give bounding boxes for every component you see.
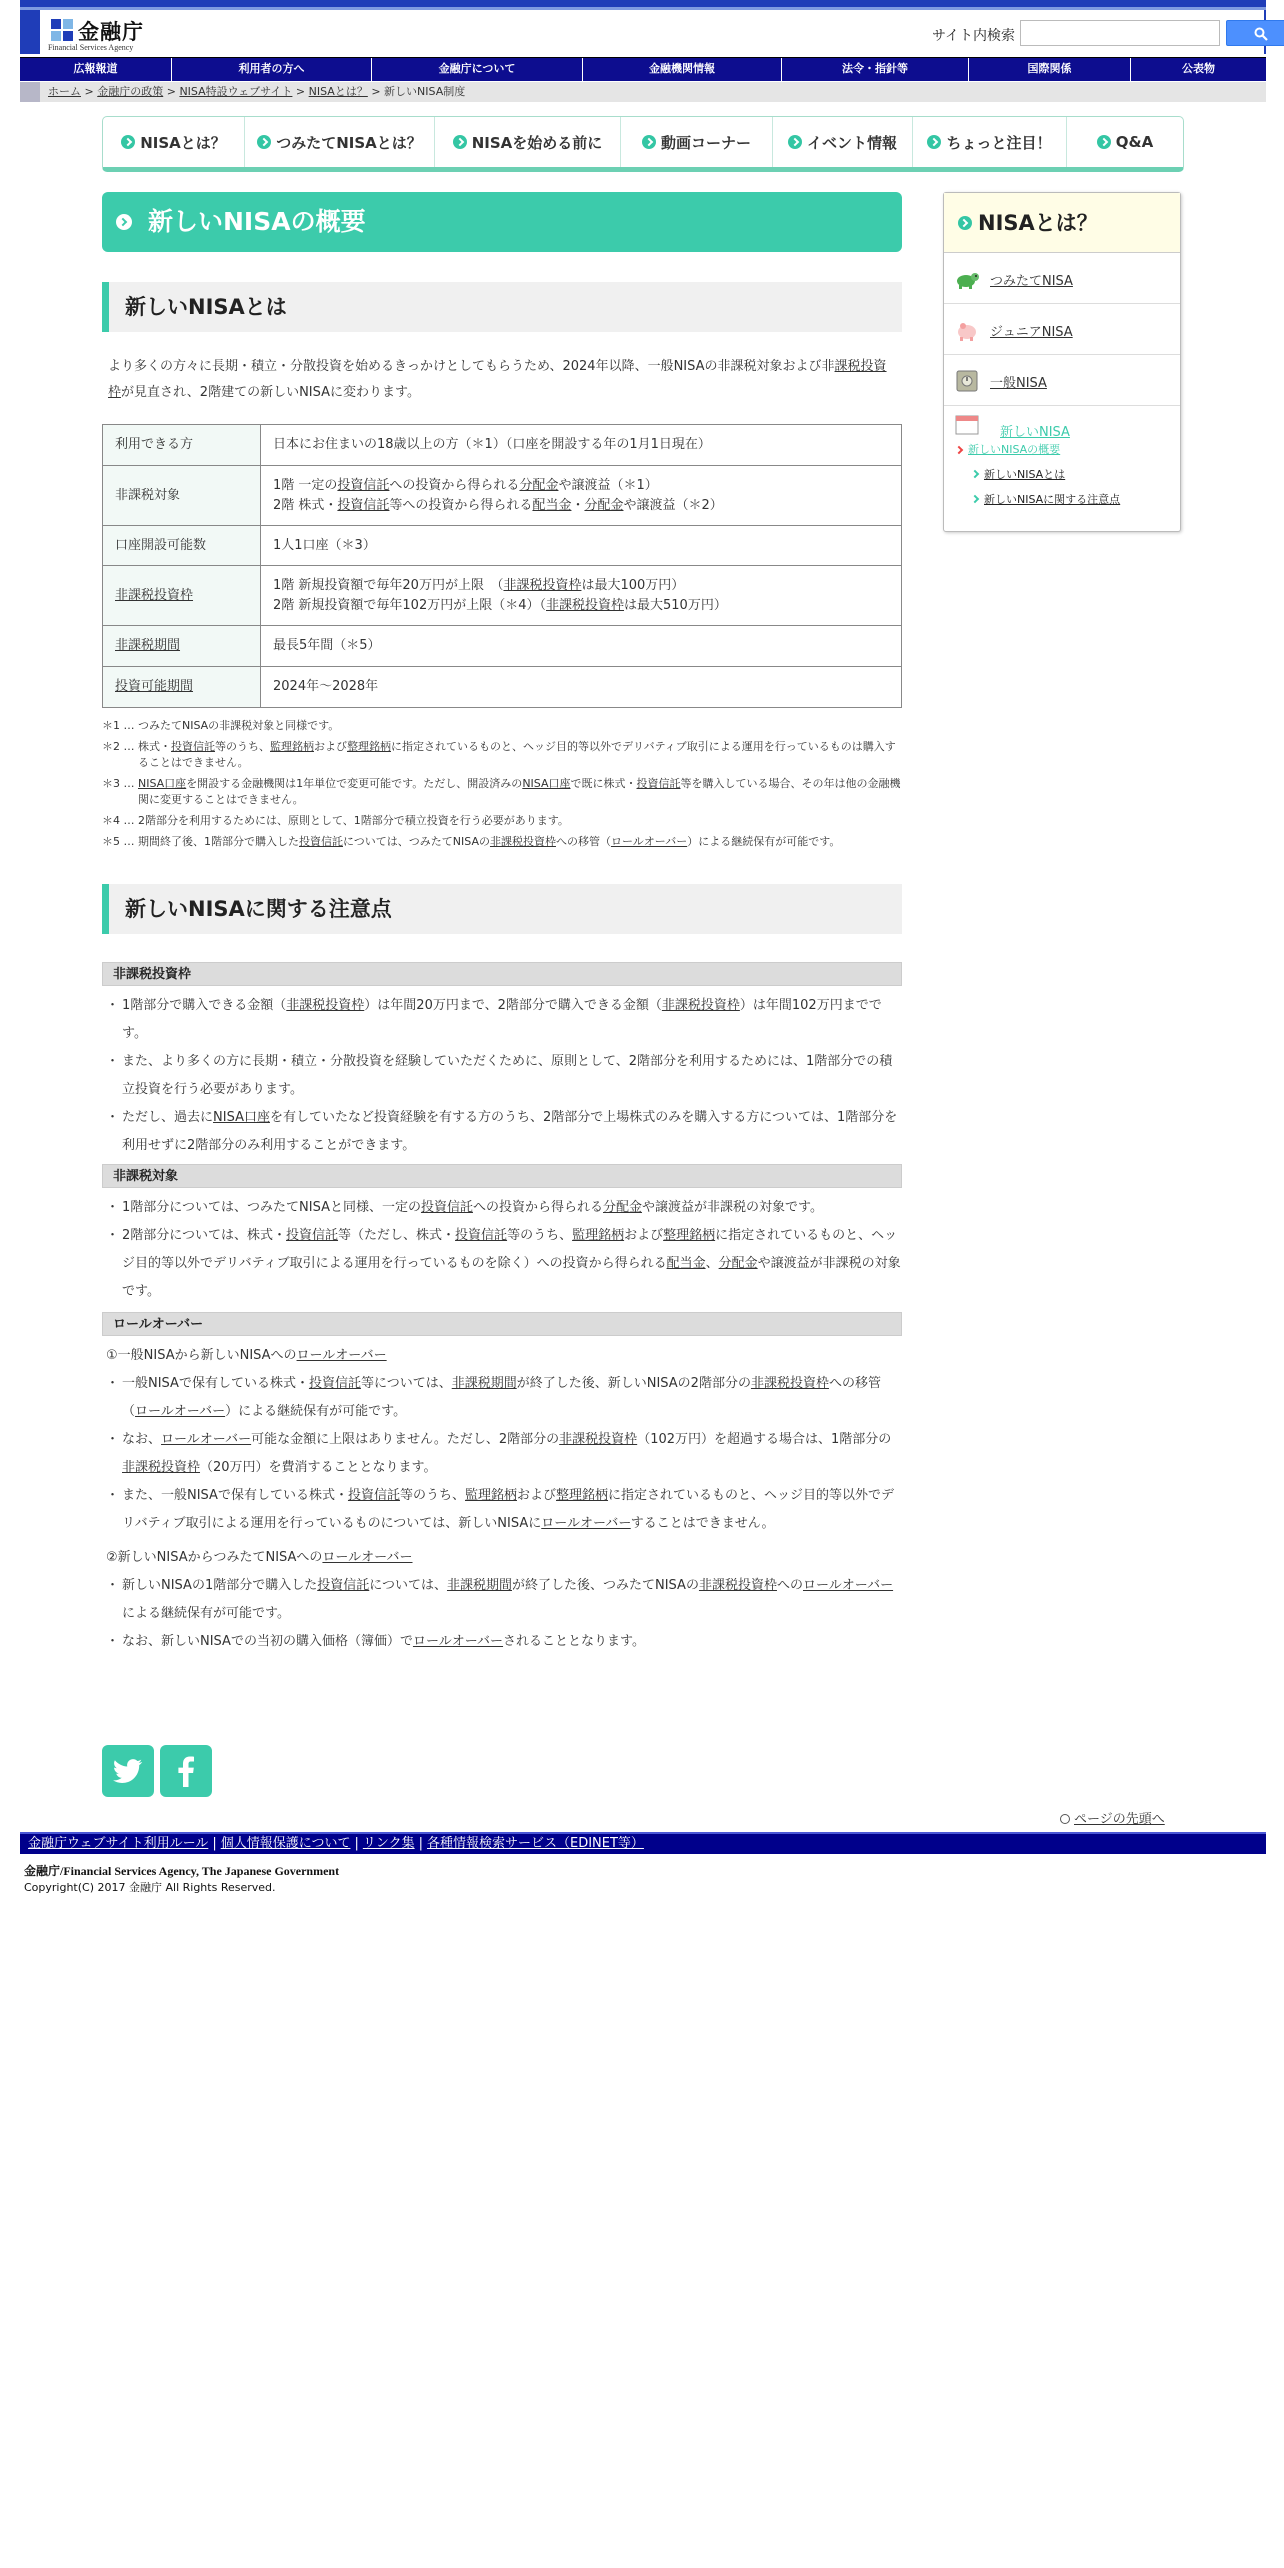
glossary-link[interactable]: 配当金 xyxy=(532,497,572,513)
nisa-summary-table xyxy=(102,424,902,708)
chevron-circle-icon xyxy=(958,216,972,230)
row-value: 1人1口座（＊3） xyxy=(261,526,902,566)
bullet-item xyxy=(102,1572,902,1628)
twitter-share-button[interactable] xyxy=(102,1745,154,1797)
tab-events[interactable] xyxy=(773,117,913,167)
page-title xyxy=(102,192,902,252)
page-top-label: ページの先頭へ xyxy=(1074,1812,1165,1827)
note-item xyxy=(102,813,902,829)
bullet-item: ・ また、より多くの方に長期・積立・分散投資を経験していただくために、原則として、2階部分を利用するためには、1階部分での積立投資を行う必要があります。 xyxy=(102,1048,902,1104)
glossary-link[interactable]: ロールオーバー xyxy=(802,1578,894,1593)
bullet-item xyxy=(102,1104,902,1160)
tab-label: 動画コーナー xyxy=(660,133,751,152)
glossary-link[interactable]: ロールオーバー xyxy=(135,1404,226,1419)
glossary-link[interactable]: ロールオーバー xyxy=(412,1634,504,1649)
text: つみたてNISAの非課税対象と同様です。 xyxy=(138,719,340,732)
chevron-circle-icon xyxy=(642,135,656,149)
logo-subtitle: Financial Services Agency xyxy=(48,43,134,52)
site-search-input[interactable] xyxy=(1020,20,1220,46)
sidebar-item-label: 一般NISA xyxy=(990,376,1047,391)
text: 1階 新規投資額で毎年20万円が上限 （ xyxy=(273,577,504,593)
piggy-bank-icon xyxy=(954,317,980,343)
sidebar-item-new-nisa[interactable] xyxy=(954,414,1180,440)
glossary-link[interactable]: 投資信託 xyxy=(299,835,343,848)
tab-qa[interactable] xyxy=(1067,117,1183,167)
row-value xyxy=(261,566,902,626)
glossary-link[interactable]: 分配金 xyxy=(603,1200,643,1215)
text: また、一般NISAで保有している株式・ xyxy=(122,1488,348,1503)
breadcrumb-link[interactable]: NISA特設ウェブサイト xyxy=(179,85,293,98)
glossary-link[interactable]: 投資信託 xyxy=(286,1228,339,1243)
tab-label: つみたてNISAとは？ xyxy=(276,133,422,152)
sidebar-item-label: ジュニアNISA xyxy=(990,325,1073,340)
row-header xyxy=(103,626,261,667)
bullet-item xyxy=(102,1194,902,1222)
text: なお、新しいNISAでの当初の購入価格（簿価）で xyxy=(122,1634,413,1649)
tab-highlights[interactable] xyxy=(913,117,1067,167)
text: に指定されているものと、ヘッジ目的等以外でデリバティブ取引による運用を行っているものは購入することはできません。 xyxy=(138,740,896,769)
sidebar-subitem-notes[interactable]: 新しいNISAに関する注意点 xyxy=(954,487,1180,512)
chevron-circle-icon xyxy=(1097,135,1111,149)
sidebar-title-text: NISAとは？ xyxy=(978,211,1098,235)
glossary-link[interactable]: 分配金 xyxy=(584,497,624,513)
table-notes xyxy=(102,718,902,850)
subsection-heading: 非課税投資枠 xyxy=(102,962,902,986)
chevron-circle-icon xyxy=(116,214,132,230)
text: 2階 新規投資額で毎年102万円が上限（＊4）（ xyxy=(273,597,546,613)
sidebar-item-junior[interactable] xyxy=(944,304,1180,355)
breadcrumb-sep: > xyxy=(292,85,309,98)
text: については、つみたてNISAの xyxy=(343,835,490,848)
bullet-item xyxy=(102,1426,902,1482)
text: 等への投資から得られる xyxy=(389,497,533,513)
glossary-link[interactable]: 非課税投資枠 xyxy=(286,998,365,1013)
text: および xyxy=(517,1488,557,1503)
chevron-circle-icon xyxy=(453,135,467,149)
bullet-item xyxy=(102,992,902,1048)
text: より多くの方々に長期・積立・分散投資を始めるきっかけとしてもらうため、2024年以降、一般NISAの非課税対象および非 xyxy=(108,359,835,374)
main-content xyxy=(102,192,902,1656)
text: を開設する金融機関は1年単位で変更可能です。ただし、開設済みの xyxy=(186,777,523,790)
row-header: 非課税対象 xyxy=(103,466,261,526)
text: ①一般NISAから新しいNISAへの xyxy=(106,1348,297,1363)
logo-name: 金融庁 xyxy=(78,20,144,44)
bullet-item xyxy=(102,1482,902,1538)
glossary-link[interactable]: 投資信託 xyxy=(171,740,215,753)
footer-sep: | xyxy=(418,1836,423,1851)
text: ）による継続保有が可能です。 xyxy=(225,1404,407,1419)
text: 1階部分で購入できる金額（ xyxy=(122,998,287,1013)
text: については、 xyxy=(369,1578,447,1593)
glossary-link[interactable]: 非課税期間 xyxy=(451,1376,517,1391)
text: による継続保有が可能です。 xyxy=(122,1606,290,1621)
row-line xyxy=(273,576,889,596)
intro-text xyxy=(102,354,902,406)
text: 2階部分については、株式・ xyxy=(122,1228,287,1243)
tab-nisa-about[interactable] xyxy=(103,117,245,167)
sidebar-title xyxy=(944,193,1180,253)
bullet-item xyxy=(102,1628,902,1656)
safe-icon xyxy=(954,368,980,394)
nisa-tab-nav xyxy=(102,116,1184,172)
text: が終了した後、新しいNISAの2階部分の xyxy=(516,1376,751,1391)
text: および xyxy=(314,740,347,753)
page-title-text: 新しいNISAの概要 xyxy=(148,207,366,236)
text: 、 xyxy=(705,1256,719,1271)
breadcrumb-trail xyxy=(48,82,465,102)
note-number: ＊5 … xyxy=(102,835,135,848)
row-header: 口座開設可能数 xyxy=(103,526,261,566)
text: 2階 株式・ xyxy=(273,497,338,513)
facebook-share-button[interactable] xyxy=(160,1745,212,1797)
footer-org: 金融庁/Financial Services Agency, The Japanese Government xyxy=(24,1864,340,1878)
tab-label: Q&A xyxy=(1115,133,1154,151)
glossary-link[interactable]: 分配金 xyxy=(718,1256,758,1271)
table-row xyxy=(103,667,902,708)
text: （102万円）を超過する場合は、1階部分の xyxy=(637,1432,892,1447)
header-top-bar xyxy=(20,0,1266,10)
glossary-link[interactable]: 投資信託 xyxy=(317,1578,370,1593)
text: 1階部分については、つみたてNISAと同様、一定の xyxy=(122,1200,421,1215)
glossary-link[interactable]: NISA口座 xyxy=(213,1110,270,1125)
text: （20万円）を費消することとなります。 xyxy=(200,1460,437,1475)
glossary-link[interactable]: 整理銘柄 xyxy=(556,1488,609,1503)
text: 一般NISAで保有している株式・ xyxy=(122,1376,309,1391)
tab-label: NISAとは？ xyxy=(140,133,226,152)
rollover-heading xyxy=(102,1342,902,1370)
note-number: ＊2 … xyxy=(102,740,135,753)
search-icon xyxy=(1254,27,1268,41)
table-row xyxy=(103,626,902,667)
text: 株式・ xyxy=(138,740,171,753)
site-search-label: サイト内検索 xyxy=(932,28,1016,44)
row-header: 利用できる方 xyxy=(103,425,261,466)
bullet-item xyxy=(102,1370,902,1426)
subsection-heading: ロールオーバー xyxy=(102,1312,902,1336)
note-item xyxy=(102,776,902,808)
gnav-item[interactable]: 広報報道 xyxy=(20,58,172,81)
arrow-up-icon xyxy=(1060,1814,1070,1824)
text: への xyxy=(776,1578,803,1593)
glossary-link[interactable]: 非課税投資枠 xyxy=(546,597,625,613)
text: が終了した後、つみたてNISAの xyxy=(512,1578,699,1593)
breadcrumb-link[interactable]: NISAとは？ xyxy=(308,85,368,98)
glossary-link[interactable]: ロールオーバー xyxy=(541,1516,631,1531)
text: ）は年間20万円まで、2階部分で購入できる金額（ xyxy=(364,998,662,1013)
glossary-link[interactable]: 投資信託 xyxy=(636,777,681,790)
text: や譲渡益が非課税の対象です。 xyxy=(122,1256,901,1299)
glossary-link[interactable]: 非課税期間 xyxy=(115,638,181,653)
sidebar-subitem-about[interactable]: 新しいNISAとは xyxy=(954,462,1180,487)
glossary-link[interactable]: 投資信託 xyxy=(337,477,390,493)
text: や譲渡益（＊2） xyxy=(623,497,723,513)
fsa-logo[interactable] xyxy=(46,14,166,52)
text: は最大100万円） xyxy=(581,577,685,593)
text: や譲渡益が非課税の対象です。 xyxy=(642,1200,823,1215)
gnav-item[interactable]: 金融機関情報 xyxy=(583,58,782,81)
glossary-link[interactable]: 非課税投資枠 xyxy=(503,577,582,593)
text: 等のうち、 xyxy=(507,1228,573,1243)
breadcrumb-link[interactable]: 金融庁の政策 xyxy=(97,85,164,98)
breadcrumb-sep: > xyxy=(163,85,180,98)
gnav-item[interactable]: 金融庁について xyxy=(372,58,583,81)
footer-link[interactable]: 各種情報検索サービス（EDINET等） xyxy=(426,1836,644,1851)
glossary-link[interactable]: 分配金 xyxy=(519,477,559,493)
glossary-link[interactable]: 監理銘柄 xyxy=(572,1228,625,1243)
text: 等のうち、 xyxy=(215,740,270,753)
glossary-link[interactable]: 非課税投資枠 xyxy=(559,1432,638,1447)
text: 等のうち、 xyxy=(399,1488,465,1503)
text: 等を購入している場合、その年は他の金融機関に変更することはできません。 xyxy=(138,777,901,806)
row-value: 日本にお住まいの18歳以上の方（＊1）（口座を開設する年の1月1日現在） xyxy=(261,425,902,466)
glossary-link[interactable]: 投資信託 xyxy=(308,1376,361,1391)
glossary-link[interactable]: 整理銘柄 xyxy=(663,1228,716,1243)
page-top-link[interactable] xyxy=(1060,1808,1165,1827)
text: ただし、過去に xyxy=(122,1110,214,1125)
breadcrumb-sep: > xyxy=(81,85,98,98)
glossary-link[interactable]: 非課税投資枠 xyxy=(750,1376,829,1391)
text: および xyxy=(624,1228,664,1243)
tab-before-start[interactable] xyxy=(435,117,621,167)
note-item xyxy=(102,834,902,850)
row-line xyxy=(273,496,889,516)
bullet-item xyxy=(102,1222,902,1306)
sidebar-item-label: 新しいNISA xyxy=(1000,425,1070,440)
glossary-link[interactable]: ロールオーバー xyxy=(296,1348,387,1363)
footer-sep: | xyxy=(212,1836,217,1851)
text: は最大510万円） xyxy=(624,597,727,613)
row-value xyxy=(261,466,902,526)
footer-nav xyxy=(20,1832,1266,1854)
glossary-link[interactable]: NISA口座 xyxy=(522,777,571,790)
glossary-link[interactable]: 非課税投資枠 xyxy=(489,835,556,848)
glossary-link[interactable]: 非課税投資枠 xyxy=(698,1578,777,1593)
text: 新しいNISAの1階部分で購入した xyxy=(122,1578,318,1593)
subsection-heading: 非課税対象 xyxy=(102,1164,902,1188)
tab-label: イベント情報 xyxy=(806,133,897,152)
glossary-link[interactable]: 投資信託 xyxy=(337,497,390,513)
table-row xyxy=(103,526,902,566)
table-row xyxy=(103,466,902,526)
social-share xyxy=(102,1745,212,1797)
text: 1階 一定の xyxy=(273,477,338,493)
glossary-link[interactable]: 投資信託 xyxy=(347,1488,400,1503)
bullet-list xyxy=(102,1194,902,1306)
sidebar-subitem-overview[interactable]: 新しいNISAの概要 xyxy=(954,438,1180,462)
chevron-circle-icon xyxy=(121,135,135,149)
tab-tsumitate[interactable] xyxy=(245,117,435,167)
sidebar-item-label: つみたてNISA xyxy=(990,274,1073,289)
tab-video[interactable] xyxy=(621,117,773,167)
note-number: ＊3 … xyxy=(102,777,135,790)
row-line xyxy=(273,476,889,496)
glossary-link[interactable]: 非課税投資枠 xyxy=(115,587,194,603)
breadcrumb-sep: > xyxy=(367,85,385,98)
turtle-icon xyxy=(954,266,980,292)
text: への投資から得られる xyxy=(389,477,520,493)
rollover-heading xyxy=(102,1544,902,1572)
footer-sep: | xyxy=(354,1836,359,1851)
glossary-link[interactable]: 配当金 xyxy=(666,1256,706,1271)
glossary-link[interactable]: ロールオーバー xyxy=(610,835,688,848)
glossary-link[interactable]: ロールオーバー xyxy=(322,1550,413,1565)
calendar-icon xyxy=(954,414,980,436)
gnav-item[interactable]: 公表物 xyxy=(1182,62,1215,75)
text: を有していたなど投資経験を有する方のうち、2階部分で上場株式のみを購入する方については、1階部分を利用せずに2階部分のみ利用することができます。 xyxy=(122,1110,898,1153)
note-item xyxy=(102,739,902,771)
note-number: ＊1 … xyxy=(102,719,135,732)
table-row xyxy=(103,566,902,626)
row-value: 最長5年間（＊5） xyxy=(261,626,902,667)
tab-label: ちょっと注目！ xyxy=(946,133,1052,152)
glossary-link[interactable]: 整理銘柄 xyxy=(347,740,391,753)
text: 2階部分を利用するためには、原則として、1階部分で積立投資を行う必要があります。 xyxy=(138,814,569,827)
breadcrumb-marker xyxy=(20,82,40,102)
row-header xyxy=(103,667,261,708)
note-number: ＊4 … xyxy=(102,814,135,827)
header-bar xyxy=(20,10,1266,54)
row-header xyxy=(103,566,261,626)
glossary-link[interactable]: 非課税投資枠 xyxy=(122,1460,201,1475)
glossary-link[interactable]: 監理銘柄 xyxy=(270,740,314,753)
footer-link[interactable]: リンク集 xyxy=(362,1836,415,1851)
glossary-link[interactable]: ロールオーバー xyxy=(161,1432,252,1447)
sidebar-new-nisa xyxy=(944,406,1180,512)
row-value: 2024年～2028年 xyxy=(261,667,902,708)
chevron-circle-icon xyxy=(257,135,271,149)
text: への投資から得られる xyxy=(472,1200,603,1215)
breadcrumb xyxy=(20,82,1266,102)
section-heading: 新しいNISAとは xyxy=(102,282,902,332)
text: に指定されているものと、ヘッジ目的等以外でデリバティブ取引による運用を行っているものを除く）への投資から得られる xyxy=(122,1228,898,1271)
text: 等（ただし、株式・ xyxy=(338,1228,456,1243)
text: ②新しいNISAからつみたてNISAへの xyxy=(106,1550,323,1565)
note-item xyxy=(102,718,902,734)
row-line xyxy=(273,596,889,616)
sidebar-item-tsumitate[interactable] xyxy=(944,253,1180,304)
tab-label: NISAを始める前に xyxy=(471,133,603,152)
glossary-link[interactable]: 非課税期間 xyxy=(446,1578,512,1593)
section-heading: 新しいNISAに関する注意点 xyxy=(102,884,902,934)
text: ）による継続保有が可能です。 xyxy=(687,835,841,848)
text: なお、 xyxy=(122,1432,162,1447)
glossary-link[interactable]: 投資信託 xyxy=(455,1228,508,1243)
text: 可能な金額に上限はありません。ただし、2階部分の xyxy=(251,1432,560,1447)
rollover-list xyxy=(102,1342,902,1656)
text: が見直され、2階建ての新しいNISAに変わります。 xyxy=(121,385,420,400)
text: で既に株式・ xyxy=(570,777,637,790)
glossary-link[interactable]: 課税投資枠 xyxy=(108,359,887,400)
facebook-icon xyxy=(160,1745,212,1797)
footer-link[interactable]: 金融庁ウェブサイト利用ルール xyxy=(28,1836,209,1851)
search-button[interactable] xyxy=(1226,20,1284,46)
fsa-logo-icon xyxy=(50,16,76,42)
global-nav xyxy=(20,57,1266,81)
copyright: Copyright(C) 2017 金融庁 All Rights Reserved. xyxy=(24,1881,276,1894)
text: 期間終了後、1階部分で購入した xyxy=(138,835,299,848)
site-header xyxy=(20,0,1266,54)
text: に指定されているものと、ヘッジ目的等以外でデリバティブ取引による運用を行っているものについては、新しいNISAに xyxy=(122,1488,895,1531)
text: されることとなります。 xyxy=(503,1634,646,1649)
breadcrumb-current: 新しいNISA制度 xyxy=(384,85,466,98)
gnav-item[interactable]: 法令・指針等 xyxy=(782,58,969,81)
text: への移管（ xyxy=(122,1376,881,1419)
text: や譲渡益（＊1） xyxy=(558,477,658,493)
glossary-link[interactable]: 投資信託 xyxy=(420,1200,473,1215)
sidebar-item-ippan[interactable] xyxy=(944,355,1180,406)
bullet-list xyxy=(102,992,902,1160)
text: 等については、 xyxy=(360,1376,452,1391)
footer-link[interactable]: 個人情報保護について xyxy=(220,1836,351,1851)
gnav-item[interactable]: 国際関係 xyxy=(969,58,1131,81)
table-row xyxy=(103,425,902,466)
text: ・ xyxy=(571,497,585,513)
glossary-link[interactable]: 監理銘柄 xyxy=(464,1488,517,1503)
glossary-link[interactable]: 投資可能期間 xyxy=(115,679,194,694)
chevron-circle-icon xyxy=(927,135,941,149)
gnav-item[interactable]: 利用者の方へ xyxy=(172,58,372,81)
twitter-icon xyxy=(102,1745,154,1797)
text: ）は年間102万円までです。 xyxy=(122,998,882,1041)
sidebar xyxy=(943,192,1181,532)
glossary-link[interactable]: 非課税投資枠 xyxy=(661,998,740,1013)
breadcrumb-link[interactable]: ホーム xyxy=(48,85,81,98)
text: への移管（ xyxy=(555,835,611,848)
chevron-circle-icon xyxy=(788,135,802,149)
text: することはできません。 xyxy=(630,1516,775,1531)
glossary-link[interactable]: NISA口座 xyxy=(138,777,187,790)
